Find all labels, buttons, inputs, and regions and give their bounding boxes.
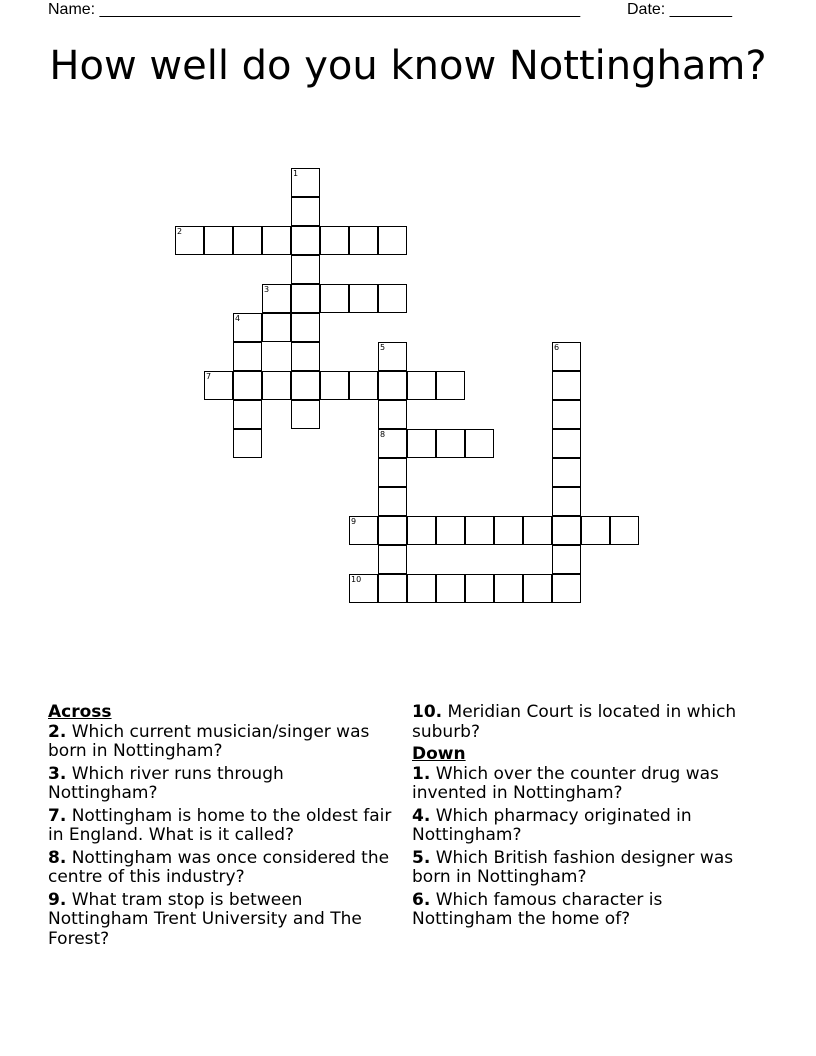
clue-across-7	[48, 807, 393, 846]
crossword-cell	[262, 284, 291, 313]
cell-number: 2	[177, 227, 183, 236]
clue-across-10	[412, 703, 757, 742]
crossword-cell	[407, 574, 436, 603]
clue-number: 9.	[48, 889, 67, 910]
crossword-cell	[204, 371, 233, 400]
crossword-cell	[204, 226, 233, 255]
crossword-cell	[349, 516, 378, 545]
crossword-cell	[465, 429, 494, 458]
across-heading: Across	[48, 702, 112, 722]
crossword-cell	[552, 342, 581, 371]
crossword-cell	[320, 284, 349, 313]
crossword-cell	[407, 371, 436, 400]
crossword-cell	[378, 429, 407, 458]
crossword-cell	[436, 429, 465, 458]
crossword-cell	[581, 516, 610, 545]
crossword-cell	[291, 342, 320, 371]
clue-number: 5.	[412, 847, 431, 868]
crossword-cell	[233, 429, 262, 458]
crossword-cell	[378, 284, 407, 313]
crossword-cell	[552, 429, 581, 458]
crossword-cell	[378, 400, 407, 429]
crossword-cell	[262, 313, 291, 342]
clues-left-column	[48, 703, 393, 952]
clues-right-column	[412, 703, 757, 933]
crossword-cell	[291, 400, 320, 429]
crossword-cell	[349, 574, 378, 603]
clue-text: Which famous character is Nottingham the home of?	[412, 889, 663, 929]
crossword-cell	[407, 429, 436, 458]
crossword-cell	[291, 255, 320, 284]
crossword-cell	[552, 545, 581, 574]
page-title: How well do you know Nottingham?	[49, 43, 767, 89]
clue-text: Which river runs through Nottingham?	[48, 763, 284, 803]
crossword-cell	[291, 197, 320, 226]
crossword-cell	[552, 574, 581, 603]
cell-number: 9	[351, 517, 357, 526]
crossword-cell	[291, 284, 320, 313]
clue-text: Which current musician/singer was born in Nottingham?	[48, 721, 370, 761]
crossword-cell	[552, 400, 581, 429]
clue-number: 7.	[48, 805, 67, 826]
crossword-cell	[552, 487, 581, 516]
crossword-cell	[436, 516, 465, 545]
clue-down-5	[412, 849, 757, 888]
clue-down-1	[412, 765, 757, 804]
crossword-cell	[291, 313, 320, 342]
clue-across-8	[48, 849, 393, 888]
crossword-cell	[465, 516, 494, 545]
crossword-cell	[465, 574, 494, 603]
cell-number: 10	[351, 575, 362, 584]
crossword-cell	[523, 574, 552, 603]
cell-number: 3	[264, 285, 270, 294]
crossword-cell	[233, 226, 262, 255]
clue-text: Nottingham is home to the oldest fair in England. What is it called?	[48, 805, 392, 845]
crossword-cell	[436, 371, 465, 400]
crossword-cell	[320, 226, 349, 255]
crossword-cell	[523, 516, 552, 545]
crossword-cell	[378, 458, 407, 487]
crossword-cell	[436, 574, 465, 603]
clue-across-2	[48, 723, 393, 762]
clue-text: Nottingham was once considered the centre of this industry?	[48, 847, 390, 887]
clue-text: Meridian Court is located in which suburb?	[412, 702, 737, 742]
crossword-cell	[378, 545, 407, 574]
crossword-cell	[349, 284, 378, 313]
crossword-cell	[233, 313, 262, 342]
clue-number: 4.	[412, 805, 431, 826]
clue-text: Which pharmacy originated in Nottingham?	[412, 805, 692, 845]
clue-text: Which British fashion designer was born in Nottingham?	[412, 847, 734, 887]
crossword-cell	[378, 574, 407, 603]
name-field-label: Name: ______________________________________________________	[48, 1, 581, 18]
cell-number: 7	[206, 372, 212, 381]
clue-number: 2.	[48, 721, 67, 742]
clue-number: 8.	[48, 847, 67, 868]
crossword-cell	[262, 371, 291, 400]
clue-number: 3.	[48, 763, 67, 784]
crossword-cell	[494, 574, 523, 603]
cell-number: 6	[554, 343, 560, 352]
crossword-cell	[349, 226, 378, 255]
crossword-cell	[552, 458, 581, 487]
clue-across-3	[48, 765, 393, 804]
crossword-cell	[349, 371, 378, 400]
crossword-cell	[320, 371, 349, 400]
crossword-cell	[378, 342, 407, 371]
clue-text: Which over the counter drug was invented in Nottingham?	[412, 763, 719, 803]
crossword-cell	[552, 516, 581, 545]
crossword-cell	[378, 516, 407, 545]
clue-number: 1.	[412, 763, 431, 784]
crossword-cell	[262, 226, 291, 255]
clue-number: 10.	[412, 702, 443, 722]
clue-across-9	[48, 891, 393, 950]
clue-text: What tram stop is between Nottingham Trent University and The Forest?	[48, 889, 362, 949]
clue-down-6	[412, 891, 757, 930]
crossword-cell	[233, 400, 262, 429]
clue-number: 6.	[412, 889, 431, 910]
crossword-cell	[233, 342, 262, 371]
crossword-cell	[291, 168, 320, 197]
clue-down-4	[412, 807, 757, 846]
crossword-cell	[494, 516, 523, 545]
crossword-cell	[291, 371, 320, 400]
cell-number: 1	[293, 169, 299, 178]
crossword-cell	[552, 371, 581, 400]
crossword-cell	[610, 516, 639, 545]
crossword-cell	[407, 516, 436, 545]
crossword-cell	[378, 371, 407, 400]
crossword-cell	[175, 226, 204, 255]
cell-number: 8	[380, 430, 386, 439]
date-field-label: Date: _______	[627, 1, 732, 18]
crossword-cell	[233, 371, 262, 400]
crossword-cell	[378, 226, 407, 255]
cell-number: 4	[235, 314, 241, 323]
down-heading: Down	[412, 744, 466, 764]
crossword-cell	[378, 487, 407, 516]
cell-number: 5	[380, 343, 386, 352]
crossword-cell	[291, 226, 320, 255]
